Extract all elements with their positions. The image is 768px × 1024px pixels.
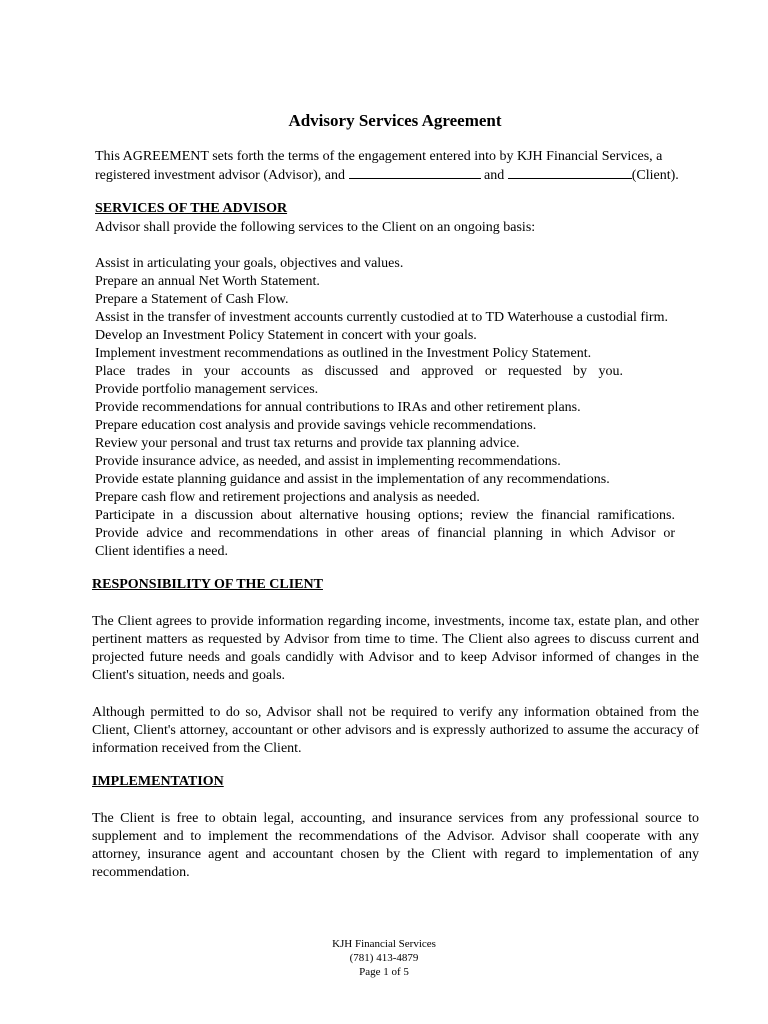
service-item: Provide recommendations for annual contributions to IRAs and other retirement plans. xyxy=(95,400,581,415)
responsibility-paragraph-2: Although permitted to do so, Advisor shall not be required to verify any information obtained from the Client, Client's attorney, accountant or other advisors and is expressly authorized to assume the accuracy of information received from the Client. xyxy=(92,705,699,756)
service-item: Implement investment recommendations as outlined in the Investment Policy Statement. xyxy=(95,346,592,361)
service-item: Provide estate planning guidance and assist in the implementation of any recommendations. xyxy=(95,472,610,487)
service-item: Place trades in your accounts as discussed and approved or requested by you. xyxy=(95,364,623,379)
service-item: Assist in the transfer of investment accounts currently custodied at to TD Waterhouse a custodial firm. xyxy=(95,310,668,325)
document-title: Advisory Services Agreement xyxy=(288,111,502,130)
footer-phone: (781) 413-4879 xyxy=(349,952,419,964)
service-item: Provide insurance advice, as needed, and assist in implementing recommendations. xyxy=(95,454,561,469)
services-heading: SERVICES OF THE ADVISOR xyxy=(95,201,288,216)
client-blank-field[interactable] xyxy=(508,166,632,179)
service-item: Provide portfolio management services. xyxy=(95,382,319,397)
service-item: Participate in a discussion about alternative housing options; review the financial ramifications. xyxy=(95,508,675,523)
responsibility-heading: RESPONSIBILITY OF THE CLIENT xyxy=(92,577,323,592)
intro-paragraph xyxy=(95,148,705,185)
services-lead: Advisor shall provide the following services to the Client on an ongoing basis: xyxy=(95,220,536,235)
service-item: Provide advice and recommendations in other areas of financial planning in which Advisor or xyxy=(95,526,675,541)
intro-text-client: (Client). xyxy=(631,168,679,183)
service-item: Prepare an annual Net Worth Statement. xyxy=(95,274,320,289)
service-item: Prepare education cost analysis and provide savings vehicle recommendations. xyxy=(95,418,537,433)
footer-company: KJH Financial Services xyxy=(332,938,436,950)
service-item: Assist in articulating your goals, objectives and values. xyxy=(95,256,404,271)
service-item: Review your personal and trust tax returns and provide tax planning advice. xyxy=(95,436,520,451)
service-item: Prepare a Statement of Cash Flow. xyxy=(95,292,289,307)
page-footer xyxy=(0,937,768,979)
intro-text-advisor: registered investment advisor (Advisor), and xyxy=(95,168,345,183)
implementation-paragraph: The Client is free to obtain legal, accounting, and insurance services from any professional source to supplement and to implement the recommendations of the Advisor. Advisor shall cooperate with any attorney, insurance agent and accountant chosen by the Client with regard to implementation of any recommendation. xyxy=(92,811,699,880)
advisor-blank-field[interactable] xyxy=(349,166,481,179)
responsibility-paragraph-1: The Client agrees to provide information regarding income, investments, income tax, estate plan, and other pertinent matters as requested by Advisor from time to time. The Client also agrees to discuss current and projected future needs and goals candidly with Advisor and to keep Advisor informed of changes in the Client's situation, needs and goals. xyxy=(92,614,699,683)
footer-page-number: Page 1 of 5 xyxy=(359,966,409,978)
service-item: Client identifies a need. xyxy=(95,544,228,559)
service-item: Prepare cash flow and retirement projections and analysis as needed. xyxy=(95,490,480,505)
implementation-heading: IMPLEMENTATION xyxy=(92,774,224,789)
intro-line-2 xyxy=(95,166,705,185)
intro-line-1: This AGREEMENT sets forth the terms of the engagement entered into by KJH Financial Services, a xyxy=(95,149,663,164)
intro-text-and: and xyxy=(484,168,505,183)
service-item: Develop an Investment Policy Statement in concert with your goals. xyxy=(95,328,477,343)
